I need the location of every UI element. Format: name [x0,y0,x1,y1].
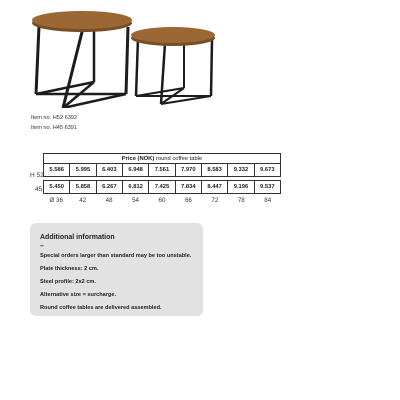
info-line: Steel profile: 2x2 cm. [40,279,96,285]
price-cell: 7.834 [175,181,201,194]
price-cell: 9.673 [254,164,280,177]
price-cell: 7.970 [175,164,201,177]
diameter-label: 66 [184,197,192,204]
price-table [43,153,281,194]
price-cell: 9.332 [228,164,254,177]
diameter-label: 48 [105,197,113,204]
price-cell: 5.586 [44,164,70,177]
diameter-label: 78 [237,197,245,204]
height-label: 45 [35,186,43,193]
info-line: Plate thickness: 2 cm. [40,266,99,272]
price-row-h45 [44,181,281,194]
price-cell: 7.425 [149,181,175,194]
price-cell: 9.196 [228,181,254,194]
diameter-label: 72 [211,197,219,204]
price-cell: 8.583 [201,164,227,177]
diameter-row [43,197,281,204]
price-cell: 5.858 [70,181,96,194]
diameter-label: 42 [79,197,87,204]
height-label: H 52 [30,172,44,179]
info-line: Round coffee tables are delivered assembled. [40,305,162,311]
info-dash: – [40,243,44,250]
diameter-label: Ø 36 [49,197,63,204]
price-cell: 6.812 [122,181,148,194]
price-cell: 8.447 [201,181,227,194]
price-table-caption-bold: Price (NOK) [121,155,155,162]
additional-info-panel [30,223,203,316]
diameter-label: 54 [132,197,139,204]
price-row-h52 [44,164,281,177]
price-cell: 6.403 [96,164,122,177]
price-cell: 5.450 [44,181,70,194]
diameter-label: 60 [158,197,166,204]
large-coffee-table [32,11,132,108]
info-title: Additional information [40,234,115,241]
price-table-caption [44,154,281,164]
price-cell: 6.267 [96,181,122,194]
diameter-label: 84 [264,197,272,204]
price-cell: 7.561 [149,164,175,177]
product-image-coffee-tables [26,8,226,108]
item-number: Item no. H45 6391 [31,124,78,131]
item-number-list [31,114,77,133]
price-cell: 9.537 [254,181,280,194]
small-coffee-table [131,27,215,104]
price-cell: 6.948 [122,164,148,177]
price-cell: 5.995 [70,164,96,177]
info-line: Special orders larger than standard may be too unstable. [40,253,192,259]
price-table-caption-rest: round coffee table [154,155,203,162]
item-number: Item no. H52 6392 [31,115,78,121]
info-line: Alternative size = surcharge. [40,292,117,298]
